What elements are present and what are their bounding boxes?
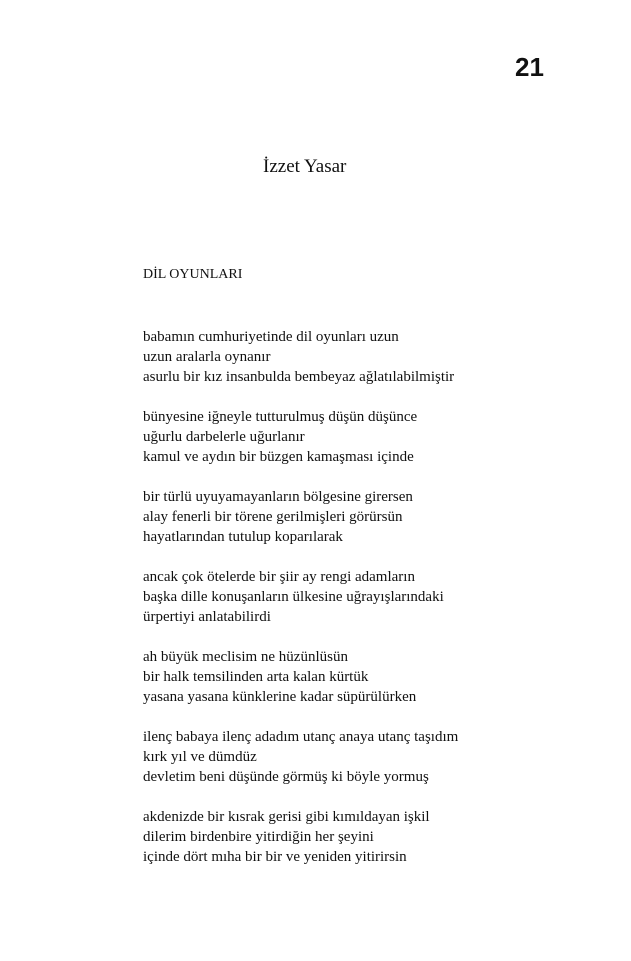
author-name: İzzet Yasar — [263, 156, 347, 177]
stanza-3 — [143, 487, 583, 547]
poem-line: bir halk temsilinden arta kalan kürtük — [143, 669, 369, 685]
poem-line: devletim beni düşünde görmüş ki böyle yormuş — [143, 769, 429, 785]
poem-line: bünyesine iğneyle tutturulmuş düşün düşünce — [143, 409, 418, 425]
poem-line: uzun aralarla oynanır — [143, 349, 271, 365]
poem-line: ilenç babaya ilenç adadım utanç anaya utanç taşıdım — [143, 729, 459, 745]
stanza-2 — [143, 407, 583, 467]
poem-line: dilerim birdenbire yitirdiğin her şeyini — [143, 829, 374, 845]
poem-line: kırk yıl ve dümdüz — [143, 749, 257, 765]
poem-line: alay fenerli bir törene gerilmişleri görürsün — [143, 509, 403, 525]
stanza-7 — [143, 807, 583, 867]
poem-line: yasana yasana künklerine kadar süpürülürken — [143, 689, 417, 705]
stanza-5 — [143, 647, 583, 707]
poem-line: uğurlu darbelerle uğurlanır — [143, 429, 305, 445]
poem-body — [143, 327, 583, 887]
stanza-6 — [143, 727, 583, 787]
stanza-4 — [143, 567, 583, 627]
poem-line: ancak çok ötelerde bir şiir ay rengi adamların — [143, 569, 415, 585]
poem-line: hayatlarından tutulup koparılarak — [143, 529, 343, 545]
poem-line: başka dille konuşanların ülkesine uğrayışlarındaki — [143, 589, 444, 605]
page-number: 21 — [515, 52, 544, 82]
poem-line: babamın cumhuriyetinde dil oyunları uzun — [143, 329, 399, 345]
poem-line: içinde dört mıha bir bir ve yeniden yitirirsin — [143, 849, 407, 865]
poem-line: ürpertiyi anlatabilirdi — [143, 609, 271, 625]
poem-line: kamul ve aydın bir büzgen kamaşması içinde — [143, 449, 414, 465]
poem-line: bir türlü uyuyamayanların bölgesine girersen — [143, 489, 413, 505]
poem-title: DİL OYUNLARI — [143, 267, 243, 282]
stanza-1 — [143, 327, 583, 387]
poem-line: ah büyük meclisim ne hüzünlüsün — [143, 649, 348, 665]
poem-line: asurlu bir kız insanbulda bembeyaz ağlatılabilmiştir — [143, 369, 455, 385]
poem-line: akdenizde bir kısrak gerisi gibi kımıldayan işkil — [143, 809, 430, 825]
